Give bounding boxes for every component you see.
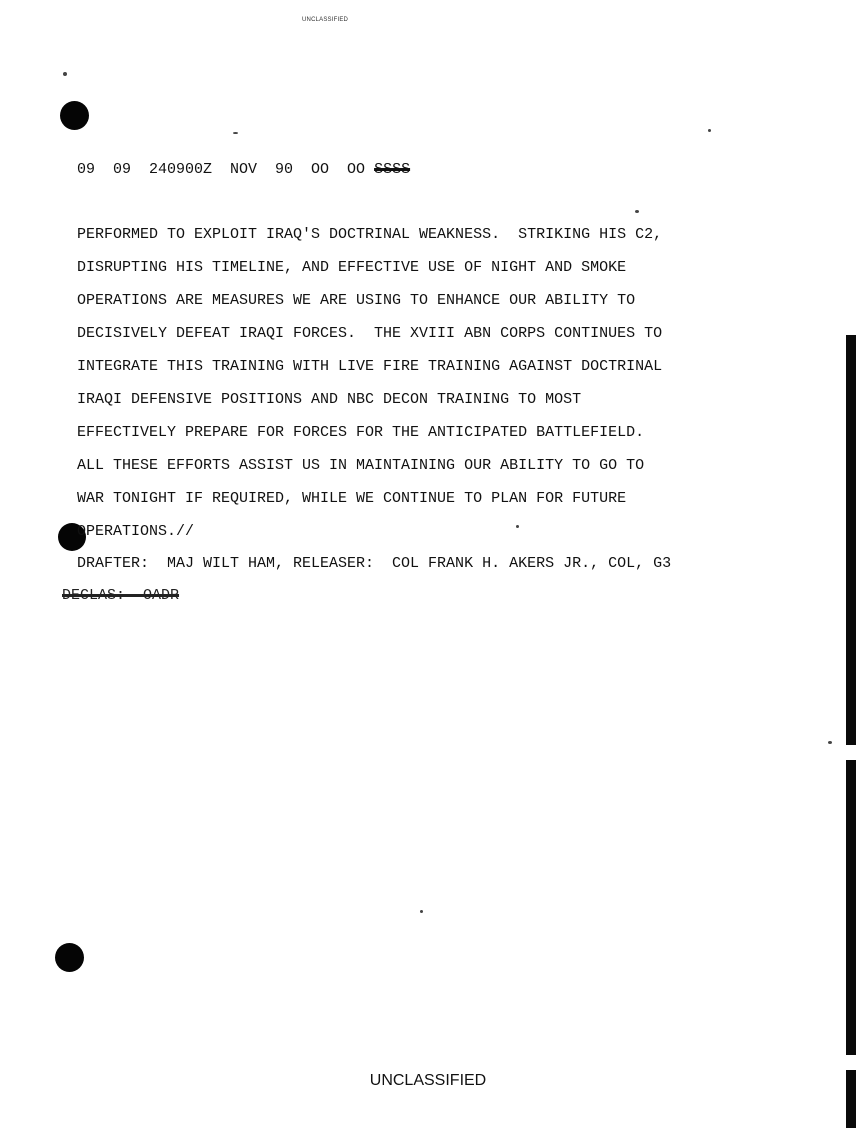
- scan-speck: [63, 72, 67, 76]
- scan-speck: [635, 210, 639, 213]
- body-line: DECISIVELY DEFEAT IRAQI FORCES. THE XVIII ABN CORPS CONTINUES TO: [77, 325, 663, 342]
- scan-speck: [828, 741, 832, 744]
- punch-hole-bottom: [55, 943, 84, 972]
- body-line: INTEGRATE THIS TRAINING WITH LIVE FIRE TRAINING AGAINST DOCTRINAL: [77, 358, 663, 375]
- body-line: PERFORMED TO EXPLOIT IRAQ'S DOCTRINAL WEAKNESS. STRIKING HIS C2,: [77, 226, 663, 243]
- body-line: OPERATIONS.//: [77, 523, 195, 540]
- message-header-line: [77, 161, 410, 178]
- body-line: DISRUPTING HIS TIMELINE, AND EFFECTIVE USE OF NIGHT AND SMOKE: [77, 259, 627, 276]
- punch-hole-top: [60, 101, 89, 130]
- declassification-line: DECLAS: OADR: [62, 587, 180, 604]
- scan-speck: [420, 910, 423, 913]
- body-line: ALL THESE EFFORTS ASSIST US IN MAINTAINING OUR ABILITY TO GO TO: [77, 457, 645, 474]
- header-prefix: 09 09 240900Z NOV 90 OO OO: [77, 161, 375, 178]
- body-line: EFFECTIVELY PREPARE FOR FORCES FOR THE ANTICIPATED BATTLEFIELD.: [77, 424, 645, 441]
- scan-speck: [233, 132, 238, 134]
- top-classification-marking: UNCLASSIFIED: [302, 17, 349, 23]
- header-struck-code: SSSS: [374, 161, 411, 178]
- footer-classification-marking: UNCLASSIFIED: [369, 1072, 487, 1089]
- scan-speck: [708, 129, 711, 132]
- body-line: WAR TONIGHT IF REQUIRED, WHILE WE CONTINUE TO PLAN FOR FUTURE: [77, 490, 627, 507]
- message-body: [77, 225, 662, 555]
- drafter-releaser-line: DRAFTER: MAJ WILT HAM, RELEASER: COL FRANK H. AKERS JR., COL, G3: [77, 555, 672, 572]
- body-line: OPERATIONS ARE MEASURES WE ARE USING TO ENHANCE OUR ABILITY TO: [77, 292, 636, 309]
- scan-edge-mark-upper: [846, 335, 856, 745]
- body-line: IRAQI DEFENSIVE POSITIONS AND NBC DECON TRAINING TO MOST: [77, 391, 582, 408]
- scan-edge-mark-lower: [846, 760, 856, 1055]
